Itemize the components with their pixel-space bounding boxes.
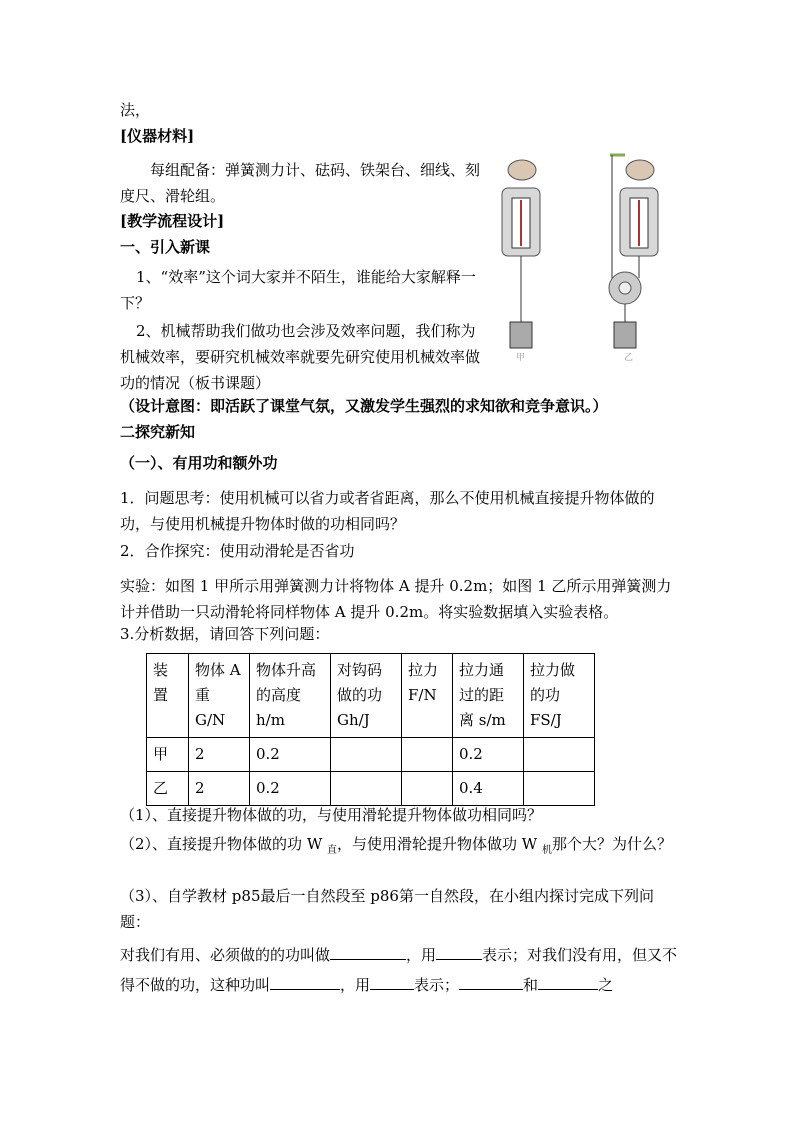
setup-a-illustration xyxy=(502,160,540,363)
fill-text-4: ，用 xyxy=(340,976,371,994)
table-cell: 2 xyxy=(189,772,250,806)
design-intent: （设计意图：即活跃了课堂气氛，又激发学生强烈的求知欲和竞争意识。） xyxy=(120,397,608,415)
table-cell: 0.2 xyxy=(250,772,331,806)
flow-heading: [教学流程设计] xyxy=(120,212,225,230)
experiment-text: 实验：如图 1 甲所示用弹簧测力计将物体 A 提升 0.2m；如图 1 乙所示用弹簧测力计并借助一只动滑轮将同样物体 A 提升 0.2m。将实验数据填入实验表格。 xyxy=(120,577,672,621)
table-cell xyxy=(524,738,595,772)
experiment-data-table xyxy=(146,653,595,806)
question-2: 2．合作探究：使用动滑轮是否省功 xyxy=(120,542,355,560)
blank-field[interactable] xyxy=(270,975,340,990)
table-cell: 0.2 xyxy=(453,738,524,772)
col-header: 装置 xyxy=(147,654,189,738)
fill-text-7: 之 xyxy=(598,976,614,994)
q2-part-c: 那个大？为什么？ xyxy=(551,835,672,853)
fill-text-1: 对我们有用、必须做的的功叫做 xyxy=(120,946,331,964)
table-cell xyxy=(402,772,453,806)
subsection-heading: （一）、有用功和额外功 xyxy=(120,454,278,472)
fill-in-blanks xyxy=(120,940,680,1000)
table-cell: 2 xyxy=(189,738,250,772)
question-3: 3.分析数据，请回答下列问题： xyxy=(120,625,330,643)
blank-field[interactable] xyxy=(330,945,406,960)
col-header: 拉力通过的距离 s/m xyxy=(453,654,524,738)
question-1: 1．问题思考：使用机械可以省力或者省距离，那么不使用机械直接提升物体做的功，与使用机械提升物体时做的功相同吗？ xyxy=(120,489,655,533)
fill-text-6: 和 xyxy=(523,976,539,994)
q2-sub-machine: 机 xyxy=(541,845,552,856)
intro-tail: 法， xyxy=(120,101,151,119)
analysis-question-1: （1）、直接提升物体做的功，与使用滑轮提升物体做功相同吗？ xyxy=(120,806,543,824)
intro-item-1: 1、“效率”这个词大家并不陌生，谁能给大家解释一下？ xyxy=(120,268,476,312)
analysis-question-2 xyxy=(120,831,680,864)
label-a: 甲 xyxy=(516,353,526,363)
col-header: 物体 A 重 G/N xyxy=(189,654,250,738)
materials-heading: [仪器材料] xyxy=(120,127,195,145)
analysis-question-3: （3）、自学教材 p85最后一自然段至 p86第一自然段，在小组内探讨完成下列问题： xyxy=(120,887,654,931)
table-cell: 0.4 xyxy=(453,772,524,806)
q2-part-b: ，与使用滑轮提升物体做功 W xyxy=(337,835,542,853)
section-explore-heading: 二探究新知 xyxy=(120,423,196,441)
col-header: 对钩码做的功 Gh/J xyxy=(331,654,402,738)
col-header: 拉力 F/N xyxy=(402,654,453,738)
table-cell: 乙 xyxy=(147,772,189,806)
spring-scale-figure xyxy=(490,150,680,370)
materials-text: 每组配备：弹簧测力计、砝码、铁架台、细线、刻度尺、滑轮组。 xyxy=(120,161,481,205)
col-header: 物体升高的高度 h/m xyxy=(250,654,331,738)
q2-sub-direct: 直 xyxy=(327,845,337,856)
fill-text-5: 表示； xyxy=(414,976,460,994)
table-cell: 甲 xyxy=(147,738,189,772)
table-cell xyxy=(402,738,453,772)
blank-field[interactable] xyxy=(459,975,523,990)
table-row xyxy=(147,772,595,806)
blank-field[interactable] xyxy=(538,975,598,990)
setup-b-illustration xyxy=(609,155,658,363)
table-cell xyxy=(331,772,402,806)
q2-part-a: （2）、直接提升物体做的功 W xyxy=(120,835,327,853)
label-b: 乙 xyxy=(624,353,634,363)
blank-field[interactable] xyxy=(436,945,482,960)
blank-field[interactable] xyxy=(370,975,414,990)
section-intro-heading: 一、引入新课 xyxy=(120,238,211,256)
fill-text-2: ，用 xyxy=(406,946,437,964)
table-cell xyxy=(524,772,595,806)
table-header-row xyxy=(147,654,595,738)
fill-text-3: 表示；对我们没有用，但又不得不做的功，这种功叫 xyxy=(120,946,678,994)
table-cell: 0.2 xyxy=(250,738,331,772)
table-row xyxy=(147,738,595,772)
table-cell xyxy=(331,738,402,772)
intro-item-2: 2、机械帮助我们做功也会涉及效率问题，我们称为机械效率，要研究机械效率就要先研究使用机械效率做功的情况（板书课题） xyxy=(120,322,481,392)
col-header: 拉力做的功 FS/J xyxy=(524,654,595,738)
